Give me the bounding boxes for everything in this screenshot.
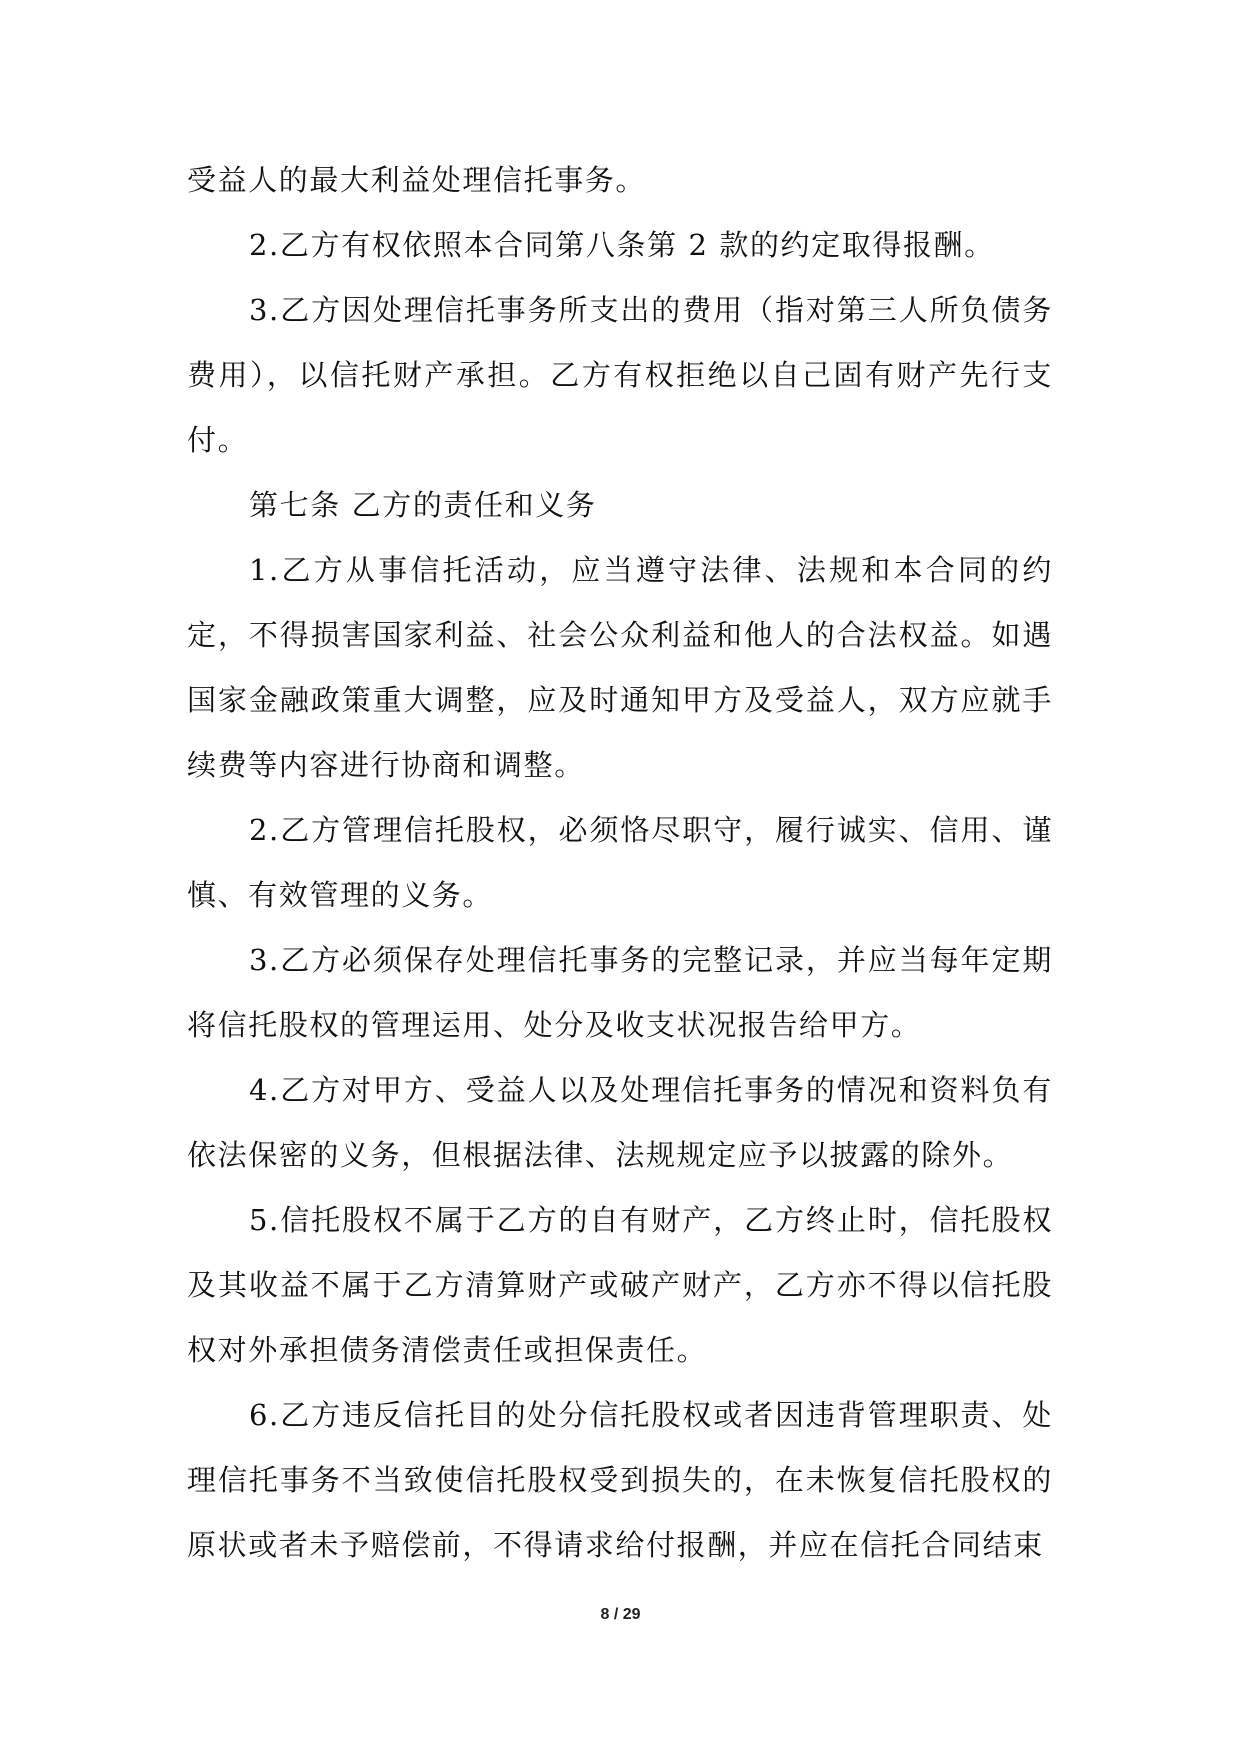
paragraph-item-1-compliance: 1.乙方从事信托活动，应当遵守法律、法规和本合同的约定，不得损害国家利益、社会公众利益和他人的合法权益。如遇国家金融政策重大调整，应及时通知甲方及受益人，双方应就手续费等内容进行协商和调整。: [187, 553, 1053, 782]
paragraph-item-3-records: 3.乙方必须保存处理信托事务的完整记录，并应当每年定期将信托股权的管理运用、处分及收支状况报告给甲方。: [187, 943, 1053, 1042]
paragraph-item-2-remuneration: 2.乙方有权依照本合同第八条第 2 款的约定取得报酬。: [249, 228, 995, 262]
document-body: [187, 148, 1053, 1578]
paragraph-item-5-trust-property: 5.信托股权不属于乙方的自有财产，乙方终止时，信托股权及其收益不属于乙方清算财产或破产财产，乙方亦不得以信托股权对外承担债务清偿责任或担保责任。: [187, 1203, 1053, 1367]
paragraph-item-2-diligence: 2.乙方管理信托股权，必须恪尽职守，履行诚实、信用、谨慎、有效管理的义务。: [187, 813, 1053, 912]
paragraph-item-3-expenses: 3.乙方因处理信托事务所支出的费用（指对第三人所负债务费用），以信托财产承担。乙方有权拒绝以自己固有财产先行支付。: [187, 293, 1053, 457]
paragraph-item-4-confidentiality: 4.乙方对甲方、受益人以及处理信托事务的情况和资料负有依法保密的义务，但根据法律、法规规定应予以披露的除外。: [187, 1073, 1053, 1172]
paragraph-continuation: 受益人的最大利益处理信托事务。: [187, 163, 647, 197]
paragraph-item-6-liability: 6.乙方违反信托目的处分信托股权或者因违背管理职责、处理信托事务不当致使信托股权受到损失的，在未恢复信托股权的原状或者未予赔偿前，不得请求给付报酬，并应在信托合同结束: [187, 1398, 1053, 1562]
section-heading-article-7: 第七条 乙方的责任和义务: [249, 488, 597, 522]
page-number: 8 / 29: [600, 1606, 641, 1623]
